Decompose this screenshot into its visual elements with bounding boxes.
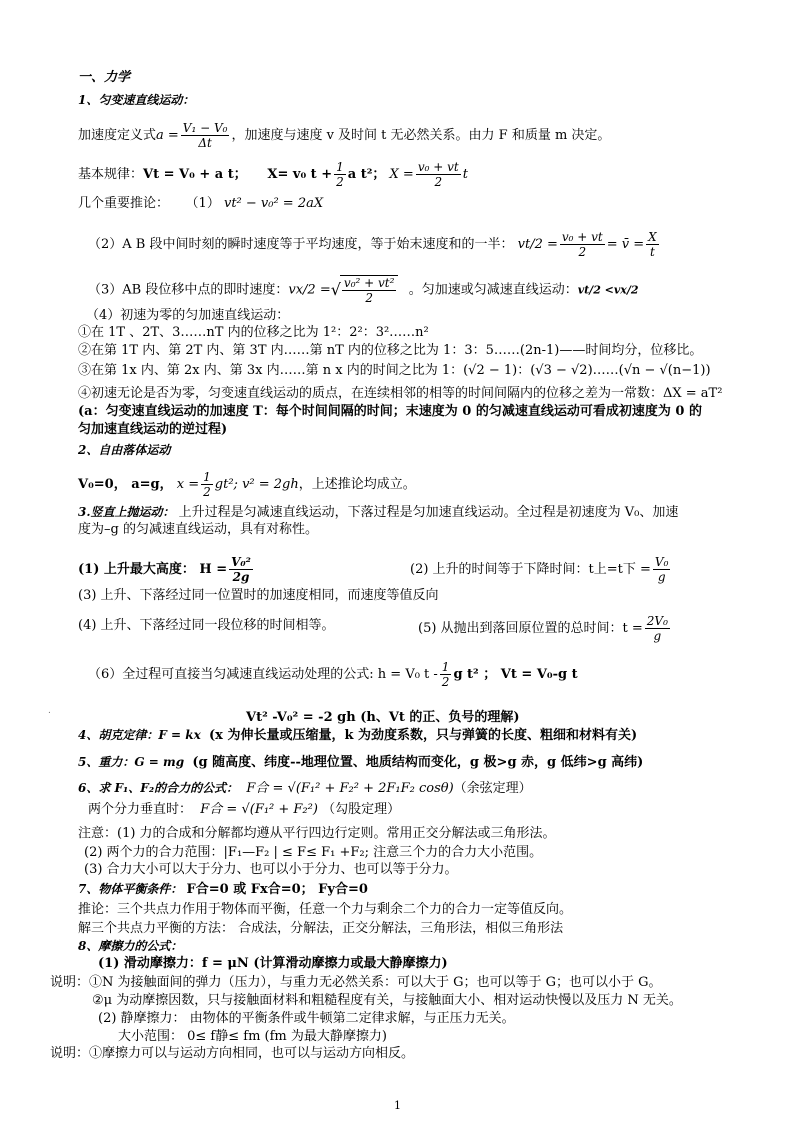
throw-velocity-relation: Vt² -V₀² = -2 gh (h、Vt 的正、负号的理解) <box>246 710 520 725</box>
throw-max-height: (1) 上升最大高度： H = $\frac{\text{V₀²}}{2g}$ <box>78 555 251 584</box>
inference-3: （3）AB 段位移中点的即时速度：vx/2 =√ $\frac{\text{v₀² + vt²}}{2}$ 。匀加速或匀减速直线运动：vt/2 <vx/2 <box>88 276 639 305</box>
equilibrium: 7、物体平衡条件： F合=0 或 Fx合=0； Fy合=0 <box>78 882 368 897</box>
corollary-note-1: (a：匀变速直线运动的加速度 T：每个时间间隔的时间；末速度为 0 的匀减速直线运动可看成初速度为 0 的 <box>78 404 702 419</box>
note-1: 注意：(1) 力的合成和分解都均遵从平行四边行定则。常用正交分解法或三角形法。 <box>78 826 556 841</box>
vertical-throw-intro-2: 度为–g 的匀减速直线运动，具有对称性。 <box>78 522 318 537</box>
accel-definition: 加速度定义式a = $\frac{\text{V₁ − V₀}}{\Delta t}$ ，加速度与速度 v 及时间 t 无必然关系。由力 F 和质量 m 决定。 <box>78 121 611 150</box>
corollary-note-2: 匀加速直线运动的逆过程) <box>78 422 228 437</box>
friction-note-1: 说明：①N 为接触面间的弹力（压力），与重力无必然关系：可以大于 G；也可以等于 G；也可以小于 G。 <box>50 975 662 990</box>
inference-2: （2）A B 段中间时刻的瞬时速度等于平均速度，等于始末速度和的一半： vt/2 = $\frac{\text{v₀ + vt}}{2}$ = v̄ = $\frac{X}{t}$ <box>88 230 657 259</box>
friction-direction: 说明：①摩擦力可以与运动方向相同，也可以与运动方向相反。 <box>50 1046 415 1061</box>
subsection-title-2: 2、自由落体运动 <box>78 443 171 457</box>
note-3: (3) 合力大小可以大于分力、也可以小于分力、也可以等于分力。 <box>84 862 458 877</box>
resultant-force: 6、求 F₁、F₂的合力的公式： F合 = √(F₁² + F₂² + 2F₁F₂ cosθ)（余弦定理） <box>78 781 532 796</box>
hooke-law: 4、胡克定律：F = kx (x 为伸长量或压缩量，k 为劲度系数，只与弹簧的长度、粗细和材料有关) <box>78 728 638 743</box>
basic-law: 基本规律：Vt = V₀ + a t； X= v₀ t + $\frac{1}{2}$ a t²； X = $\frac{\text{v₀ + vt}}{2}$ t <box>78 160 468 189</box>
equilibrium-inference: 推论：三个共点力作用于物体而平衡，任意一个力与剩余二个力的合力一定等值反向。 <box>78 902 573 917</box>
throw-full-process: （6）全过程可直接当匀减速直线运动处理的公式: h = V₀ t - $\frac{1}{2}$ g t² ； Vt = V₀-g t <box>88 660 578 689</box>
inference-1: 几个重要推论： （1） vt² − v₀² = 2aX <box>78 196 324 211</box>
throw-equal-times: (2) 上升的时间等于下降时间：t上=t下 = $\frac{\text{V₀}}{g}$ <box>410 555 669 584</box>
stray-mark: . <box>48 706 51 716</box>
throw-note-3: (3) 上升、下落经过同一位置时的加速度相同，而速度等值反向 <box>78 588 439 603</box>
inference-4: （4）初速为零的匀加速直线运动： <box>86 308 290 323</box>
corollary-1: ①在 1T 、2T、3……nT 内的位移之比为 1²：2²：3²……n² <box>78 325 429 340</box>
vertical-throw-intro: 3.竖直上抛运动： 上升过程是匀减速直线运动，下落过程是匀加速直线运动。全过程是初速度为 V₀、加速 <box>78 505 679 520</box>
throw-total-time: (5) 从抛出到落回原位置的总时间：t = $\frac{\text{2V₀}}{g}$ <box>418 614 668 643</box>
page-number: 1 <box>394 1099 401 1112</box>
free-fall-formula: V₀=0， a=g， x = $\frac{1}{2}$ gt²; v² = 2gh，上述推论均成立。 <box>78 470 416 499</box>
friction-sliding: (1) 滑动摩擦力：f = μN (计算滑动摩擦力或最大静摩擦力) <box>98 956 448 971</box>
corollary-3: ③在第 1x 内、第 2x 内、第 3x 内……第 n x 内的时间之比为 1：(√2 − 1)：(√3 − √2)……(√n − √(n−1)) <box>78 363 711 378</box>
friction-static: (2) 静摩擦力： 由物体的平衡条件或牛顿第二定律求解，与正压力无关。 <box>98 1011 515 1026</box>
note-2: (2) 两个力的合力范围：|F₁—F₂ | ≤ F≤ F₁ +F₂; 注意三个力的合力大小范围。 <box>84 845 543 860</box>
perpendicular-forces: 两个分力垂直时： F合 = √(F₁² + F₂²) （勾股定理） <box>88 802 401 817</box>
friction-static-range: 大小范围： 0≤ f静≤ fm (fm 为最大静摩擦力) <box>118 1029 387 1044</box>
throw-note-4: (4) 上升、下落经过同一段位移的时间相等。 <box>78 618 335 633</box>
section-heading: 一、力学 <box>78 70 131 85</box>
corollary-2: ②在第 1T 内、第 2T 内、第 3T 内……第 nT 内的位移之比为 1：3：5……(2n-1)——时间均分，位移比。 <box>78 343 703 358</box>
friction-title: 8、摩擦力的公式： <box>78 939 183 953</box>
gravity: 5、重力：G = mg (g 随高度、纬度--地理位置、地质结构而变化，g 极>g 赤，g 低纬>g 高纬) <box>78 755 644 770</box>
friction-note-2: ②μ 为动摩擦因数，只与接触面材料和粗糙程度有关，与接触面大小、相对运动快慢以及压力 N 无关。 <box>92 993 682 1008</box>
equilibrium-methods: 解三个共点力平衡的方法： 合成法，分解法，正交分解法，三角形法，相似三角形法 <box>78 921 564 936</box>
subsection-title-1: 1、匀变速直线运动： <box>78 93 195 107</box>
corollary-4: ④初速无论是否为零，匀变速直线运动的质点，在连续相邻的相等的时间间隔内的位移之差为一常数：ΔX = aT² <box>78 386 723 401</box>
